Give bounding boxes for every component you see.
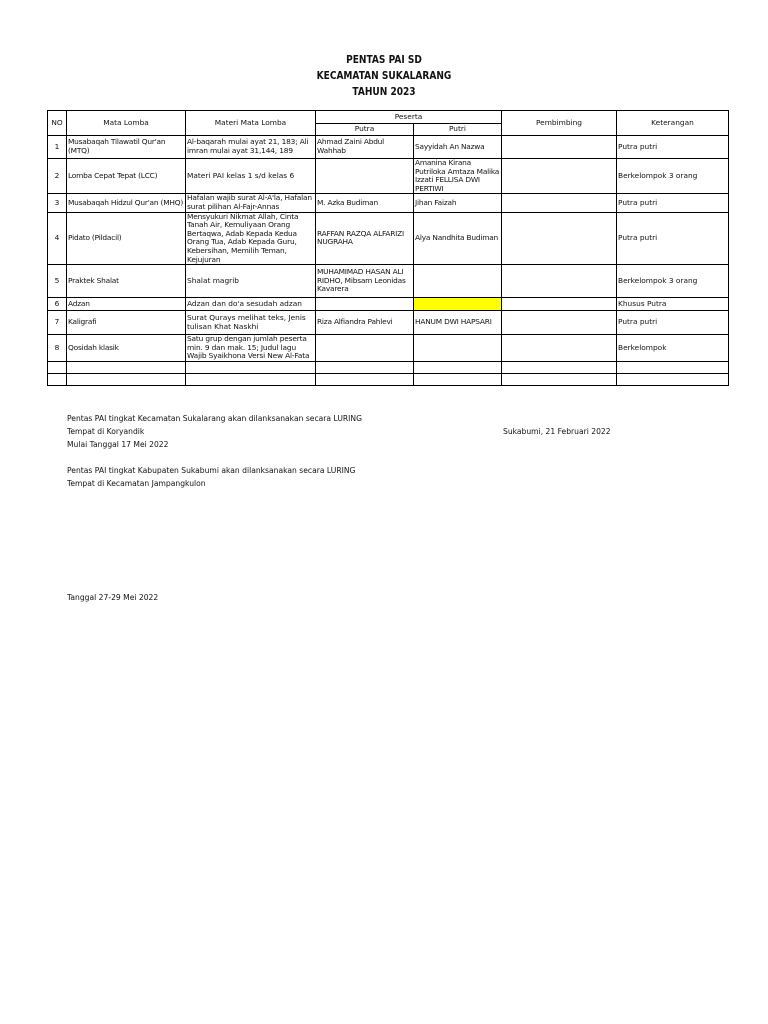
row-no: 1 bbox=[48, 136, 67, 159]
row-pembimbing bbox=[502, 335, 617, 362]
row-putra: Riza Alfiandra Pahlevi bbox=[316, 311, 414, 335]
table-row bbox=[48, 265, 729, 298]
row-keterangan: Putra putri bbox=[617, 194, 729, 212]
row-putri: Sayyidah An Nazwa bbox=[414, 136, 502, 159]
title-line-2: KECAMATAN SUKALARANG bbox=[316, 70, 452, 82]
row-mata-lomba: Adzan bbox=[67, 298, 186, 311]
row-pembimbing bbox=[502, 159, 617, 194]
row-putra bbox=[316, 298, 414, 311]
row-no: 6 bbox=[48, 298, 67, 311]
table-row bbox=[48, 212, 729, 265]
row-materi: Mensyukuri Nikmat Allah, Cinta Tanah Air, Kemuliyaan Orang Bertaqwa, Adab Kepada Kedua Orang Tua, Adab Kepada Guru, Kebersihan, Memilih Teman, Kejujuran bbox=[186, 212, 316, 265]
header-pembimbing: Pembimbing bbox=[502, 111, 617, 136]
header-materi: Materi Mata Lomba bbox=[186, 111, 316, 136]
header-putra: Putra bbox=[316, 124, 414, 136]
row-putra: RAFFAN RAZQA ALFARIZI NUGRAHA bbox=[316, 212, 414, 265]
header-mata-lomba: Mata Lomba bbox=[67, 111, 186, 136]
row-no: 3 bbox=[48, 194, 67, 212]
row-keterangan: Berkelompok bbox=[617, 335, 729, 362]
row-mata-lomba: Musabaqah Tilawatil Qur'an (MTQ) bbox=[67, 136, 186, 159]
row-putra: M. Azka Budiman bbox=[316, 194, 414, 212]
row-pembimbing bbox=[502, 298, 617, 311]
document-title bbox=[0, 52, 768, 100]
note-line: Mulai Tanggal 17 Mei 2022 bbox=[67, 440, 169, 449]
place-date: Sukabumi, 21 Februari 2022 bbox=[503, 427, 611, 436]
row-pembimbing bbox=[502, 265, 617, 298]
note-line: Pentas PAI tingkat Kabupaten Sukabumi akan dilanksanakan secara LURING bbox=[67, 466, 356, 475]
row-putra: MUHAMIMAD HASAN ALI RIDHO, Mibsam Leonidas Kavarera bbox=[316, 265, 414, 298]
row-putri: HANUM DWI HAPSARI bbox=[414, 311, 502, 335]
note-line: Pentas PAI tingkat Kecamatan Sukalarang akan dilanksanakan secara LURING bbox=[67, 414, 362, 423]
title-line-1: PENTAS PAI SD bbox=[346, 54, 422, 66]
header-putri: Putri bbox=[414, 124, 502, 136]
row-materi: Surat Qurays melihat teks, Jenis tulisan Khat Naskhi bbox=[186, 311, 316, 335]
row-pembimbing bbox=[502, 212, 617, 265]
row-putri: Alya Nandhita Budiman bbox=[414, 212, 502, 265]
table-row-empty bbox=[48, 362, 729, 374]
competition-table bbox=[47, 110, 729, 386]
row-keterangan: Khusus Putra bbox=[617, 298, 729, 311]
table-row bbox=[48, 311, 729, 335]
row-putra bbox=[316, 159, 414, 194]
row-putri bbox=[414, 335, 502, 362]
row-putra bbox=[316, 335, 414, 362]
row-mata-lomba: Pidato (Pildacil) bbox=[67, 212, 186, 265]
header-no: NO bbox=[48, 111, 67, 136]
row-pembimbing bbox=[502, 194, 617, 212]
row-putri: Jihan Faizah bbox=[414, 194, 502, 212]
row-putri bbox=[414, 265, 502, 298]
row-materi: Materi PAI kelas 1 s/d kelas 6 bbox=[186, 159, 316, 194]
row-keterangan: Putra putri bbox=[617, 212, 729, 265]
row-pembimbing bbox=[502, 311, 617, 335]
row-putri: Amanina Kirana Putriloka Amtaza Malika Izzati FELLISA DWI PERTIWI bbox=[414, 159, 502, 194]
row-mata-lomba: Kaligrafi bbox=[67, 311, 186, 335]
row-no: 4 bbox=[48, 212, 67, 265]
notes-kecamatan bbox=[67, 412, 362, 451]
row-no: 7 bbox=[48, 311, 67, 335]
row-materi: Shalat magrib bbox=[186, 265, 316, 298]
row-mata-lomba: Musabaqah Hidzul Qur'an (MHQ) bbox=[67, 194, 186, 212]
table-row bbox=[48, 194, 729, 212]
header-keterangan: Keterangan bbox=[617, 111, 729, 136]
row-pembimbing bbox=[502, 136, 617, 159]
note-tanggal: Tanggal 27-29 Mei 2022 bbox=[67, 593, 159, 602]
row-putri-highlighted bbox=[414, 298, 502, 311]
row-materi: Hafalan wajib surat Al-A'la, Hafalan surat pilihan Al-Fajr-Annas bbox=[186, 194, 316, 212]
row-putra: Ahmad Zaini Abdul Wahhab bbox=[316, 136, 414, 159]
header-peserta: Peserta bbox=[316, 111, 502, 124]
row-keterangan: Putra putri bbox=[617, 311, 729, 335]
table-row bbox=[48, 159, 729, 194]
table-row bbox=[48, 335, 729, 362]
row-keterangan: Putra putri bbox=[617, 136, 729, 159]
row-materi: Satu grup dengan jumlah peserta min. 9 dan mak. 15; Judul lagu Wajib Syaikhona Versi New Al-Fata bbox=[186, 335, 316, 362]
row-materi: Adzan dan do'a sesudah adzan bbox=[186, 298, 316, 311]
note-line: Tempat di Koryandik bbox=[67, 427, 145, 436]
table-row bbox=[48, 136, 729, 159]
row-materi: Al-baqarah mulai ayat 21, 183; Ali imran mulai ayat 31,144, 189 bbox=[186, 136, 316, 159]
row-mata-lomba: Lomba Cepat Tepat (LCC) bbox=[67, 159, 186, 194]
row-mata-lomba: Qosidah klasik bbox=[67, 335, 186, 362]
row-keterangan: Berkelompok 3 orang bbox=[617, 265, 729, 298]
table-row-empty bbox=[48, 374, 729, 386]
note-line: Tempat di Kecamatan Jampangkulon bbox=[67, 479, 206, 488]
row-keterangan: Berkelompok 3 orang bbox=[617, 159, 729, 194]
title-line-3: TAHUN 2023 bbox=[352, 86, 416, 98]
row-no: 2 bbox=[48, 159, 67, 194]
row-no: 8 bbox=[48, 335, 67, 362]
row-mata-lomba: Praktek Shalat bbox=[67, 265, 186, 298]
table-row bbox=[48, 298, 729, 311]
row-no: 5 bbox=[48, 265, 67, 298]
notes-kabupaten bbox=[67, 464, 355, 490]
